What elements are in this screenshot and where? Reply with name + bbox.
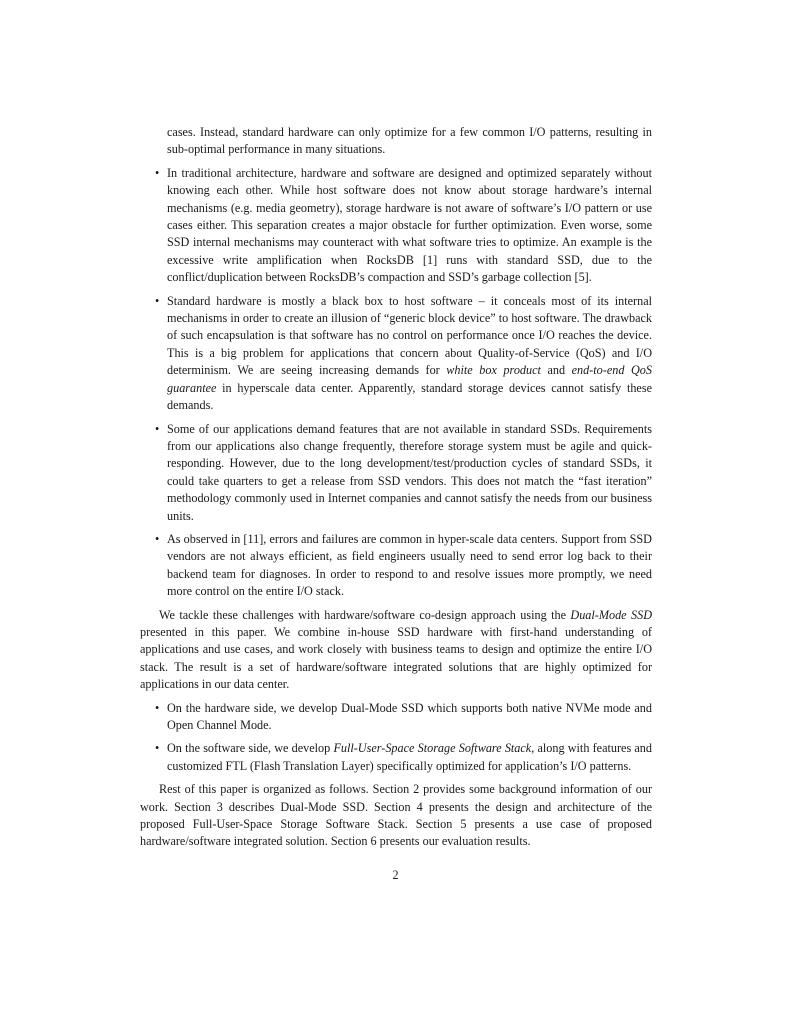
emphasis-text: Dual-Mode SSD <box>570 607 652 622</box>
challenges-list <box>140 165 652 601</box>
challenge-text: Standard hardware is mostly a black box to host software – it conceals most of its internal mechanisms in order to create an illusion of “generic block device” to host software. The drawback of such encapsulation is that software has no control on performance once I/O reaches the device. This is a big problem for applications that concern about Quality-of-Service (QoS) and I/O determinism. We are seeing increasing demands for <box>167 293 652 378</box>
approach-text: We tackle these challenges with hardware/software co-design approach using the <box>159 607 571 622</box>
page-number: 2 <box>392 868 399 882</box>
page-body <box>140 124 652 851</box>
challenge-text: As observed in [11], errors and failures are common in hyper-scale data centers. Support from SSD vendors are not always efficient, as field engineers usually need to send error log back to their backend team for diagnoses. In order to respond to and resolve issues more promptly, we need more control on the entire I/O stack. <box>167 531 652 599</box>
emphasis-text: white box product <box>446 363 541 378</box>
list-item <box>140 165 652 287</box>
bullet-icon: • <box>155 165 160 180</box>
contribution-text: On the hardware side, we develop Dual-Mode SSD which supports both native NVMe mode and Open Channel Mode. <box>167 700 652 732</box>
challenge-text: Some of our applications demand features that are not available in standard SSDs. Requirements from our applications also change frequently, therefore storage system must be agile and quick-responding. However, due to the long development/test/production cycles of standard SSDs, it could take quarters to get a release from SSD vendors. This does not match the “fast iteration” methodology commonly used in Internet companies and cannot satisfy the needs from our business units. <box>167 421 652 523</box>
bullet-icon: • <box>155 421 160 436</box>
bullet-icon: • <box>155 531 160 546</box>
list-item <box>140 531 652 601</box>
list-item <box>140 293 652 415</box>
approach-paragraph <box>140 607 652 694</box>
challenge-text: in hyperscale data center. Apparently, standard storage devices cannot satisfy these demands. <box>167 380 652 413</box>
list-item <box>140 700 652 735</box>
challenge-text: In traditional architecture, hardware and software are designed and optimized separately without knowing each other. While host software does not know about storage hardware’s internal mechanisms (e.g. media geometry), storage hardware is not aware of software’s I/O pattern or use cases either. This separation creates a major obstacle for further optimization. Even worse, some SSD internal mechanisms may counteract with what software tries to optimize. An example is the excessive write amplification when RocksDB [1] runs with standard SSD, due to the conflict/duplication between RocksDB’s compaction and SSD’s garbage collection [5]. <box>167 165 652 285</box>
contribution-text: , along with features and customized FTL (Flash Translation Layer) specifically optimized for application’s I/O patterns. <box>167 741 652 773</box>
organization-paragraph: Rest of this paper is organized as follows. Section 2 provides some background information of our work. Section 3 describes Dual-Mode SSD. Section 4 presents the design and architecture of the proposed Full-User-Space Storage Software Stack. Section 5 presents a use case of proposed hardware/software integrated solution. Section 6 presents our evaluation results. <box>140 782 652 849</box>
approach-text: presented in this paper. We combine in-house SSD hardware with first-hand understanding of applications and use cases, and work closely with business teams to design and optimize the entire I/O stack. The result is a set of hardware/software integrated solutions that are highly optimized for applications in our data center. <box>140 624 652 692</box>
bullet-icon: • <box>155 700 160 715</box>
contributions-list <box>140 700 652 776</box>
list-item <box>140 421 652 525</box>
bullet-icon: • <box>155 741 160 756</box>
contribution-text: On the software side, we develop <box>167 741 334 756</box>
emphasis-text: end-to-end QoS guarantee <box>167 363 652 395</box>
emphasis-text: Full-User-Space Storage Software Stack <box>333 741 532 756</box>
continuation-paragraph: cases. Instead, standard hardware can only optimize for a few common I/O patterns, resulting in sub-optimal performance in many situations. <box>167 125 652 157</box>
list-item <box>140 740 652 775</box>
bullet-icon: • <box>155 293 160 308</box>
challenge-text: and <box>540 363 572 378</box>
